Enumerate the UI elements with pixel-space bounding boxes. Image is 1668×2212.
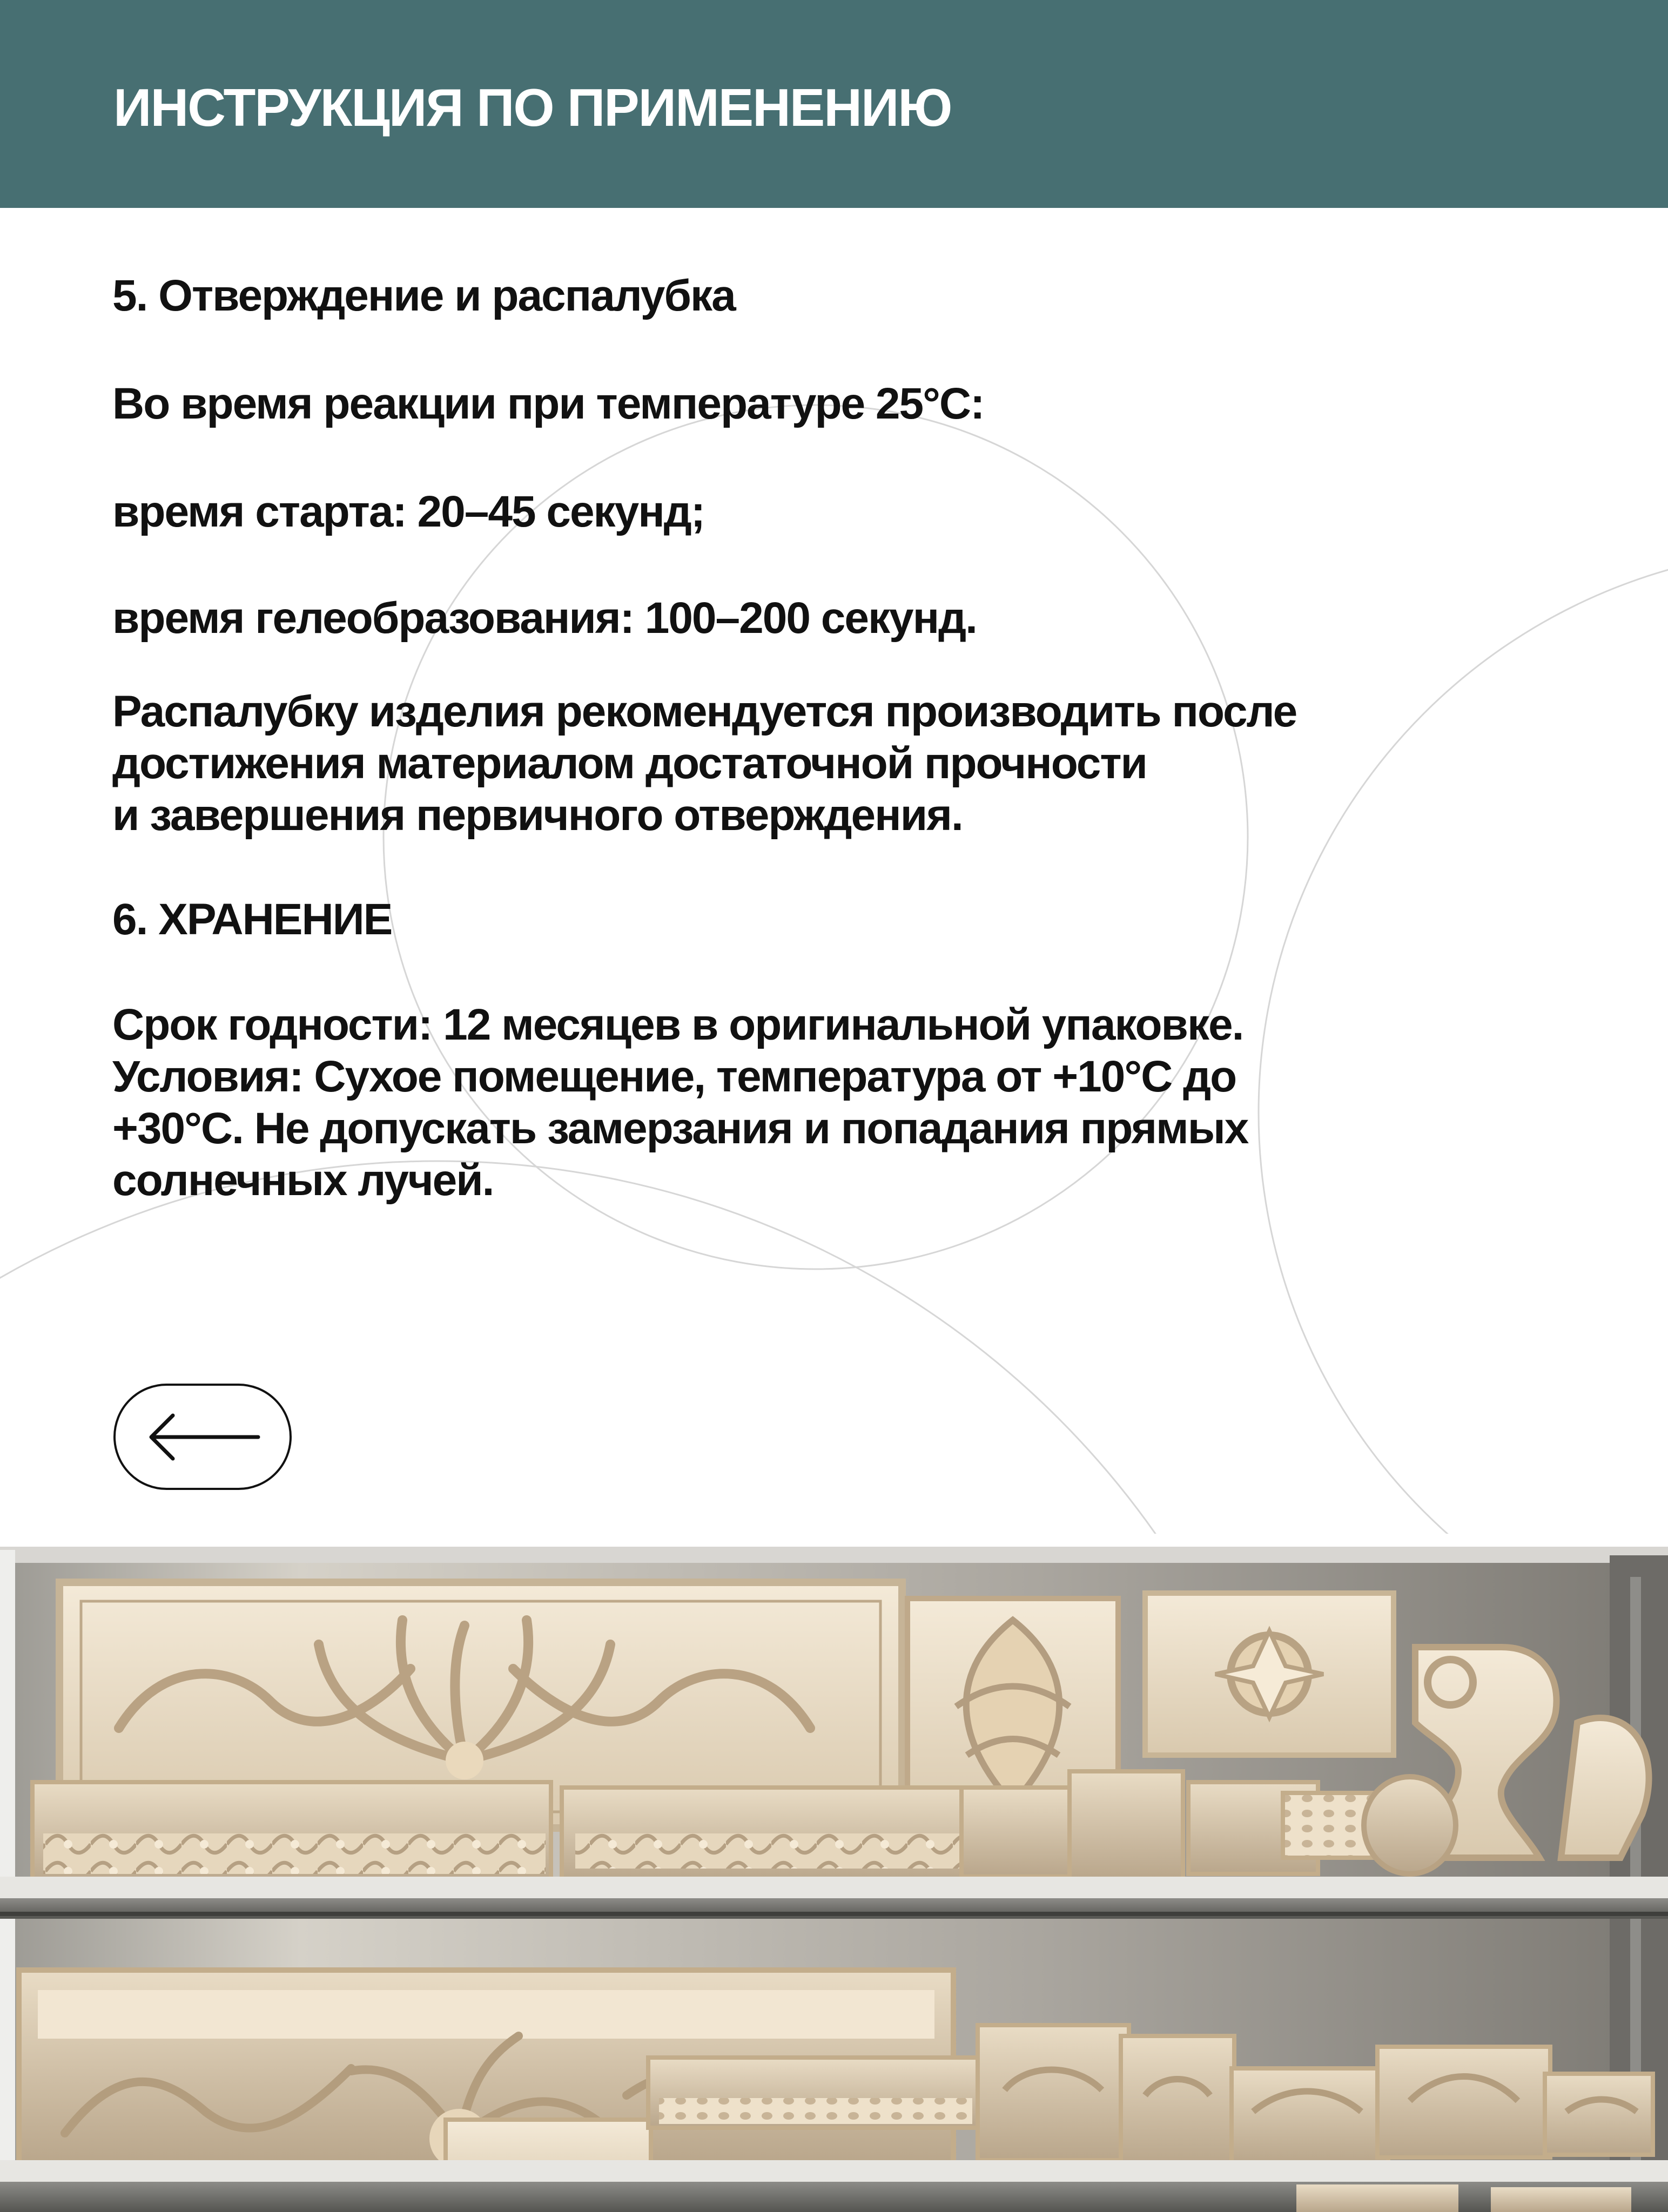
storage-line-4: солнечных лучей. bbox=[112, 1156, 494, 1205]
back-button[interactable] bbox=[113, 1384, 292, 1490]
demolding-line-1: Распалубку изделия рекомендуется производить после bbox=[112, 687, 1297, 736]
arrow-left-icon bbox=[145, 1411, 260, 1463]
instruction-header bbox=[0, 0, 1668, 208]
storage-line-3: +30°C. Не допускать замерзания и попадания прямых bbox=[112, 1104, 1248, 1153]
gel-time-text: время гелеобразования: 100–200 секунд. bbox=[112, 594, 977, 643]
demolding-line-2: достижения материалом достаточной прочности bbox=[112, 739, 1147, 788]
demolding-line-3: и завершения первичного отверждения. bbox=[112, 791, 963, 840]
start-time-text: время старта: 20–45 секунд; bbox=[112, 487, 705, 536]
decorative-moldings-photo bbox=[0, 1534, 1668, 2212]
storage-conditions bbox=[112, 999, 1571, 1206]
page-title: ИНСТРУКЦИЯ ПО ПРИМЕНЕНИЮ bbox=[113, 78, 952, 137]
reaction-temperature-text: Во время реакции при температуре 25°C: bbox=[112, 379, 984, 428]
section-6-title: 6. ХРАНЕНИЕ bbox=[112, 895, 392, 944]
demolding-recommendation bbox=[112, 686, 1571, 841]
storage-line-1: Срок годности: 12 месяцев в оригинальной упаковке. bbox=[112, 1000, 1243, 1049]
storage-line-2: Условия: Сухое помещение, температура от +10°C до bbox=[112, 1052, 1236, 1101]
section-5-title: 5. Отверждение и распалубка bbox=[112, 271, 735, 320]
